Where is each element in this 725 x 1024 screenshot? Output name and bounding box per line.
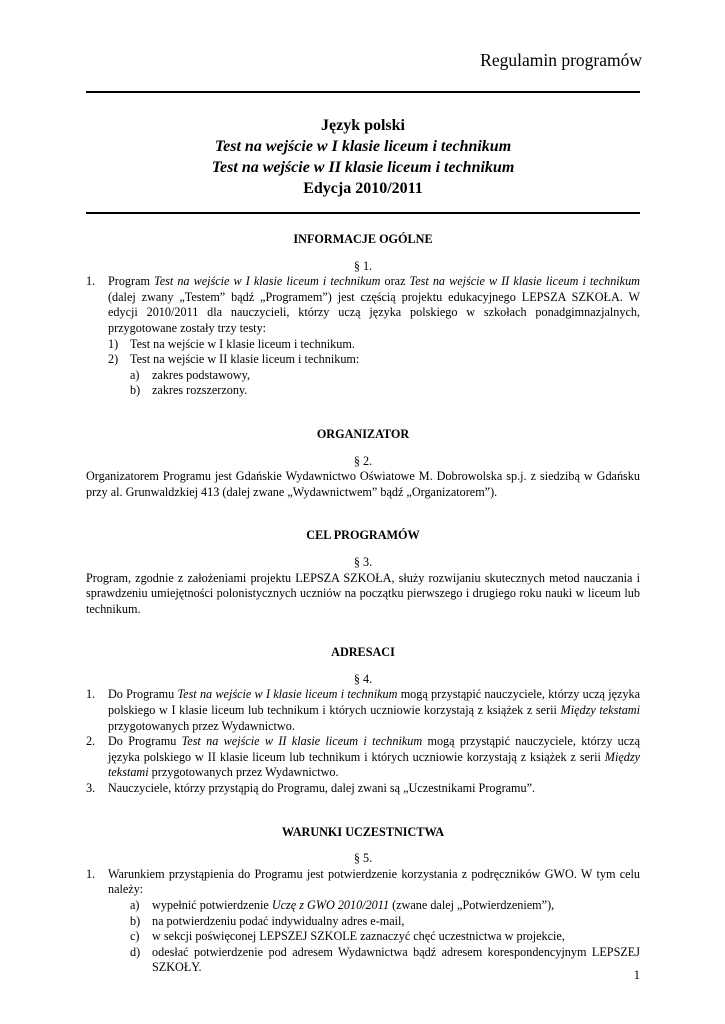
list-letter: a) (130, 898, 140, 912)
list-text: zakres rozszerzony. (152, 383, 248, 398)
text-span: mogą przystąpić nauczyciele, którzy uczą języka polskiego w II klasie liceum lub technikum i których uczniowie korzystają z książek z serii (108, 734, 640, 764)
list-number: 2. (86, 734, 96, 749)
series-name: Między tekstami (108, 749, 640, 780)
paragraph-sign-4: § 4. (353, 671, 373, 686)
program-name: Test na wejście w II klasie liceum i technikum (181, 734, 423, 749)
list-text: Nauczyciele, którzy przystąpią do Programu, dalej zwani są „Uczestnikami Programu”. (108, 781, 536, 796)
list-item (86, 898, 640, 914)
list-number: 1. (86, 687, 96, 702)
list-number: 1) (108, 336, 119, 351)
paragraph-text: Organizatorem Programu jest Gdańskie Wydawnictwo Oświatowe M. Dobrowolska sp.j. z siedzibą w Gdańsku przy al. Grunwaldzkiej 413 (dalej zwane „Wydawnictwem” bądź „Organizatorem”). (86, 469, 640, 499)
title-rule (86, 212, 640, 214)
list-letter: b) (130, 383, 141, 398)
list-letter: c) (130, 929, 140, 944)
section-heading-organizer: ORGANIZATOR (316, 426, 410, 441)
title-subject: Język polski (320, 117, 405, 134)
list-item (86, 867, 640, 898)
text-span: (zwane dalej „Potwierdzeniem”), (389, 898, 555, 912)
list-item (86, 945, 640, 976)
list-text: odesłać potwierdzenie pod adresem Wydawnictwa bądź adresem korespondencyjnym LEPSZEJ SZKOŁY. (152, 944, 640, 975)
list-text: w sekcji poświęconej LEPSZEJ SZKOLE zaznaczyć chęć uczestnictwa w projekcie, (152, 929, 565, 944)
list-letter: d) (130, 944, 141, 959)
section-heading-general: INFORMACJE OGÓLNE (293, 232, 433, 246)
paragraph-sign-3: § 3. (353, 554, 373, 569)
list-number: 2) (108, 352, 119, 367)
document-title (86, 115, 640, 199)
page-number: 1 (633, 968, 640, 982)
title-test-2: Test na wejście w II klasie liceum i technikum (211, 159, 515, 176)
header-rule (86, 91, 640, 93)
list-item (86, 781, 640, 797)
list-item (86, 734, 640, 781)
list-text: na potwierdzeniu podać indywidualny adres e-mail, (152, 913, 405, 928)
text-span: Do Programu (108, 734, 182, 749)
paragraph-sign-5: § 5. (353, 851, 373, 866)
section-heading-conditions: WARUNKI UCZESTNICTWA (281, 824, 445, 839)
list-number: 1. (86, 866, 96, 881)
form-name: Uczę z GWO 2010/2011 (271, 898, 390, 912)
list-letter: a) (130, 367, 140, 382)
running-header: Regulamin programów (480, 50, 642, 70)
list-item (86, 914, 640, 930)
document-body (86, 232, 640, 976)
text-span: wypełnić potwierdzenie (152, 898, 272, 912)
list-item (86, 687, 640, 734)
list-text: zakres podstawowy, (152, 367, 251, 382)
title-test-1: Test na wejście w I klasie liceum i technikum (214, 138, 512, 155)
section-heading-recipients: ADRESACI (331, 645, 395, 660)
section-heading-goal: CEL PROGRAMÓW (306, 528, 420, 543)
list-text: Warunkiem przystąpienia do Programu jest potwierdzenie korzystania z podręczników GWO. W tym celu należy: (108, 866, 640, 897)
list-text: Test na wejście w I klasie liceum i technikum. (130, 336, 355, 351)
text-span: przygotowanych przez Wydawnictwo. (108, 718, 295, 733)
text-span: mogą przystąpić nauczyciele, którzy uczą języka polskiego w I klasie liceum lub technikum i których uczniowie korzystają z książek z serii (108, 687, 640, 718)
title-edition: Edycja 2010/2011 (303, 180, 423, 197)
paragraph-text: Program, zgodnie z założeniami projektu LEPSZA SZKOŁA, służy rozwijaniu skutecznych metod nauczania i sprawdzeniu umiejętności polonistycznych uczniów na początku pierwszego i drugiego roku nauki w liceum lub technikum. (86, 570, 640, 616)
text-span: Do Programu (108, 687, 178, 702)
list-item (86, 929, 640, 945)
list-item (86, 337, 640, 399)
text-span: przygotowanych przez Wydawnictwo. (148, 765, 339, 780)
text-span: Program (108, 274, 155, 289)
list-letter: b) (130, 913, 141, 928)
text-span: (dalej zwany „Testem” bądź „Programem”) jest częścią projektu edukacyjnego LEPSZA SZKOŁA. W edycji 2010/2011 dla nauczycieli, którzy uczą języka polskiego w szkołach ponadgimnazjalnych, przygotowane zostały trzy testy: (108, 289, 640, 335)
list-number: 3. (86, 781, 96, 796)
text-span: oraz (380, 274, 410, 289)
list-item (86, 274, 640, 336)
program-name: Test na wejście w II klasie liceum i technikum (409, 274, 640, 289)
list-text: Test na wejście w II klasie liceum i technikum: (130, 352, 360, 367)
paragraph-sign-2: § 2. (353, 453, 373, 468)
program-name: Test na wejście w I klasie liceum i technikum (154, 274, 381, 289)
list-number: 1. (86, 274, 96, 289)
program-name: Test na wejście w I klasie liceum i technikum (177, 687, 398, 702)
series-name: Między tekstami (560, 703, 640, 718)
paragraph-sign-1: § 1. (353, 258, 373, 273)
